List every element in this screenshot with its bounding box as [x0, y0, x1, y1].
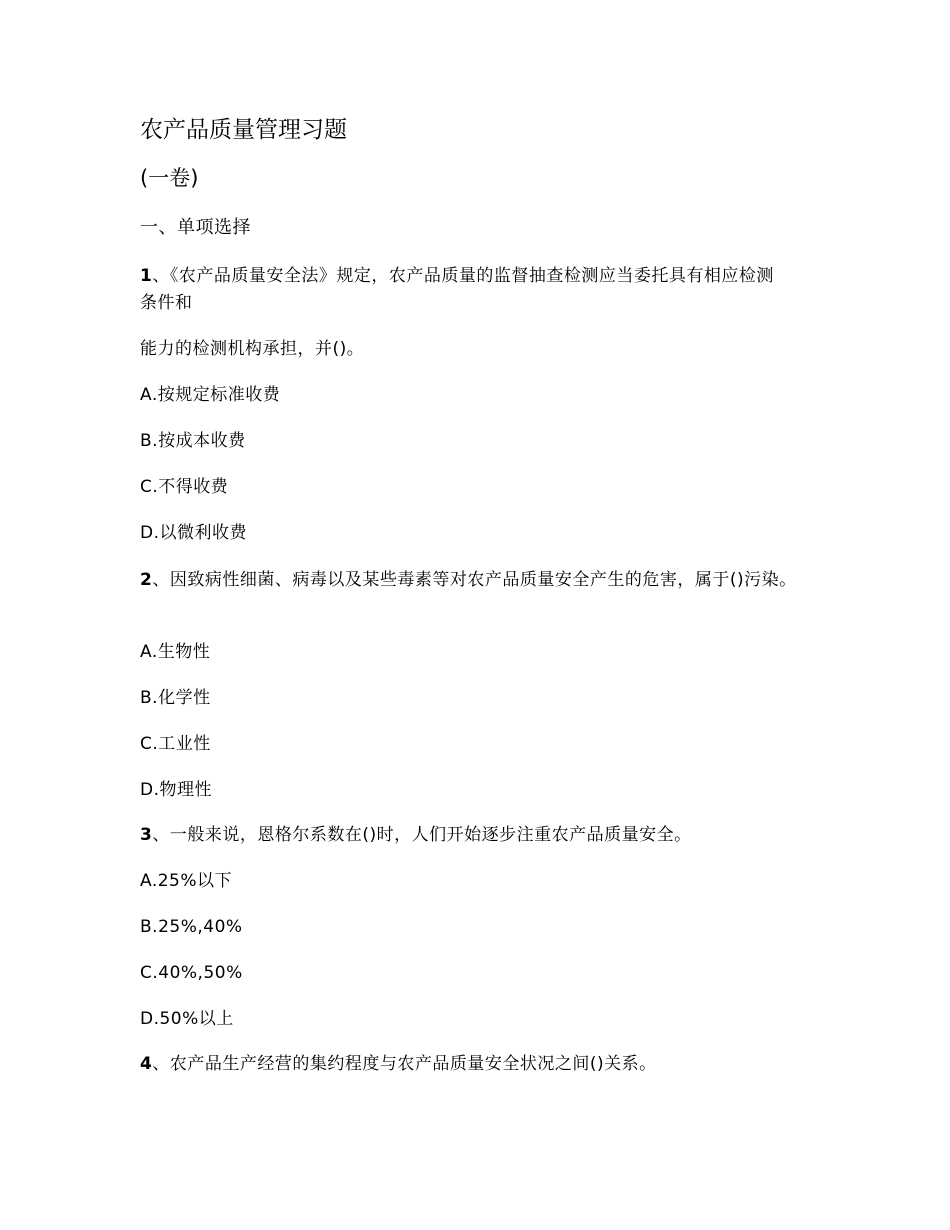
question-number: 4 [140, 1054, 153, 1074]
question-text: 、《农产品质量安全法》规定，农产品质量的监督抽查检测应当委托具有相应检测 [152, 266, 774, 286]
question-text: 、因致病性细菌、病毒以及某些毒素等对农产品质量安全产生的危害，属于()污染。 [152, 570, 797, 590]
question-text: 、一般来说，恩格尔系数在()时，人们开始逐步注重农产品质量安全。 [152, 825, 692, 845]
option-b: B.按成本收费 [140, 431, 246, 451]
option-c: C.不得收费 [140, 477, 229, 497]
question-number: 2 [140, 570, 153, 590]
option-a: A.生物性 [140, 642, 211, 662]
option-a: A.按规定标准收费 [140, 385, 281, 405]
question-4 [140, 1054, 657, 1074]
question-3 [140, 825, 692, 845]
option-c: C.工业性 [140, 734, 211, 754]
option-a: A.25%以下 [140, 871, 233, 891]
question-1 [140, 266, 774, 286]
question-1-line-3: 能力的检测机构承担，并()。 [140, 339, 365, 359]
option-d: D.物理性 [140, 780, 212, 800]
question-1-line-2: 条件和 [140, 293, 193, 313]
question-text: 、农产品生产经营的集约程度与农产品质量安全状况之间()关系。 [152, 1054, 657, 1074]
option-c: C.40%,50% [140, 963, 243, 983]
option-b: B.25%,40% [140, 917, 243, 937]
option-b: B.化学性 [140, 688, 211, 708]
section-heading: 一、单项选择 [140, 217, 251, 238]
question-2 [140, 570, 797, 590]
question-number: 1 [140, 266, 153, 286]
document-subtitle: (一卷) [140, 166, 199, 190]
option-d: D.以微利收费 [140, 523, 247, 543]
question-number: 3 [140, 825, 153, 845]
document-title: 农产品质量管理习题 [140, 117, 347, 143]
option-d: D.50%以上 [140, 1009, 234, 1029]
